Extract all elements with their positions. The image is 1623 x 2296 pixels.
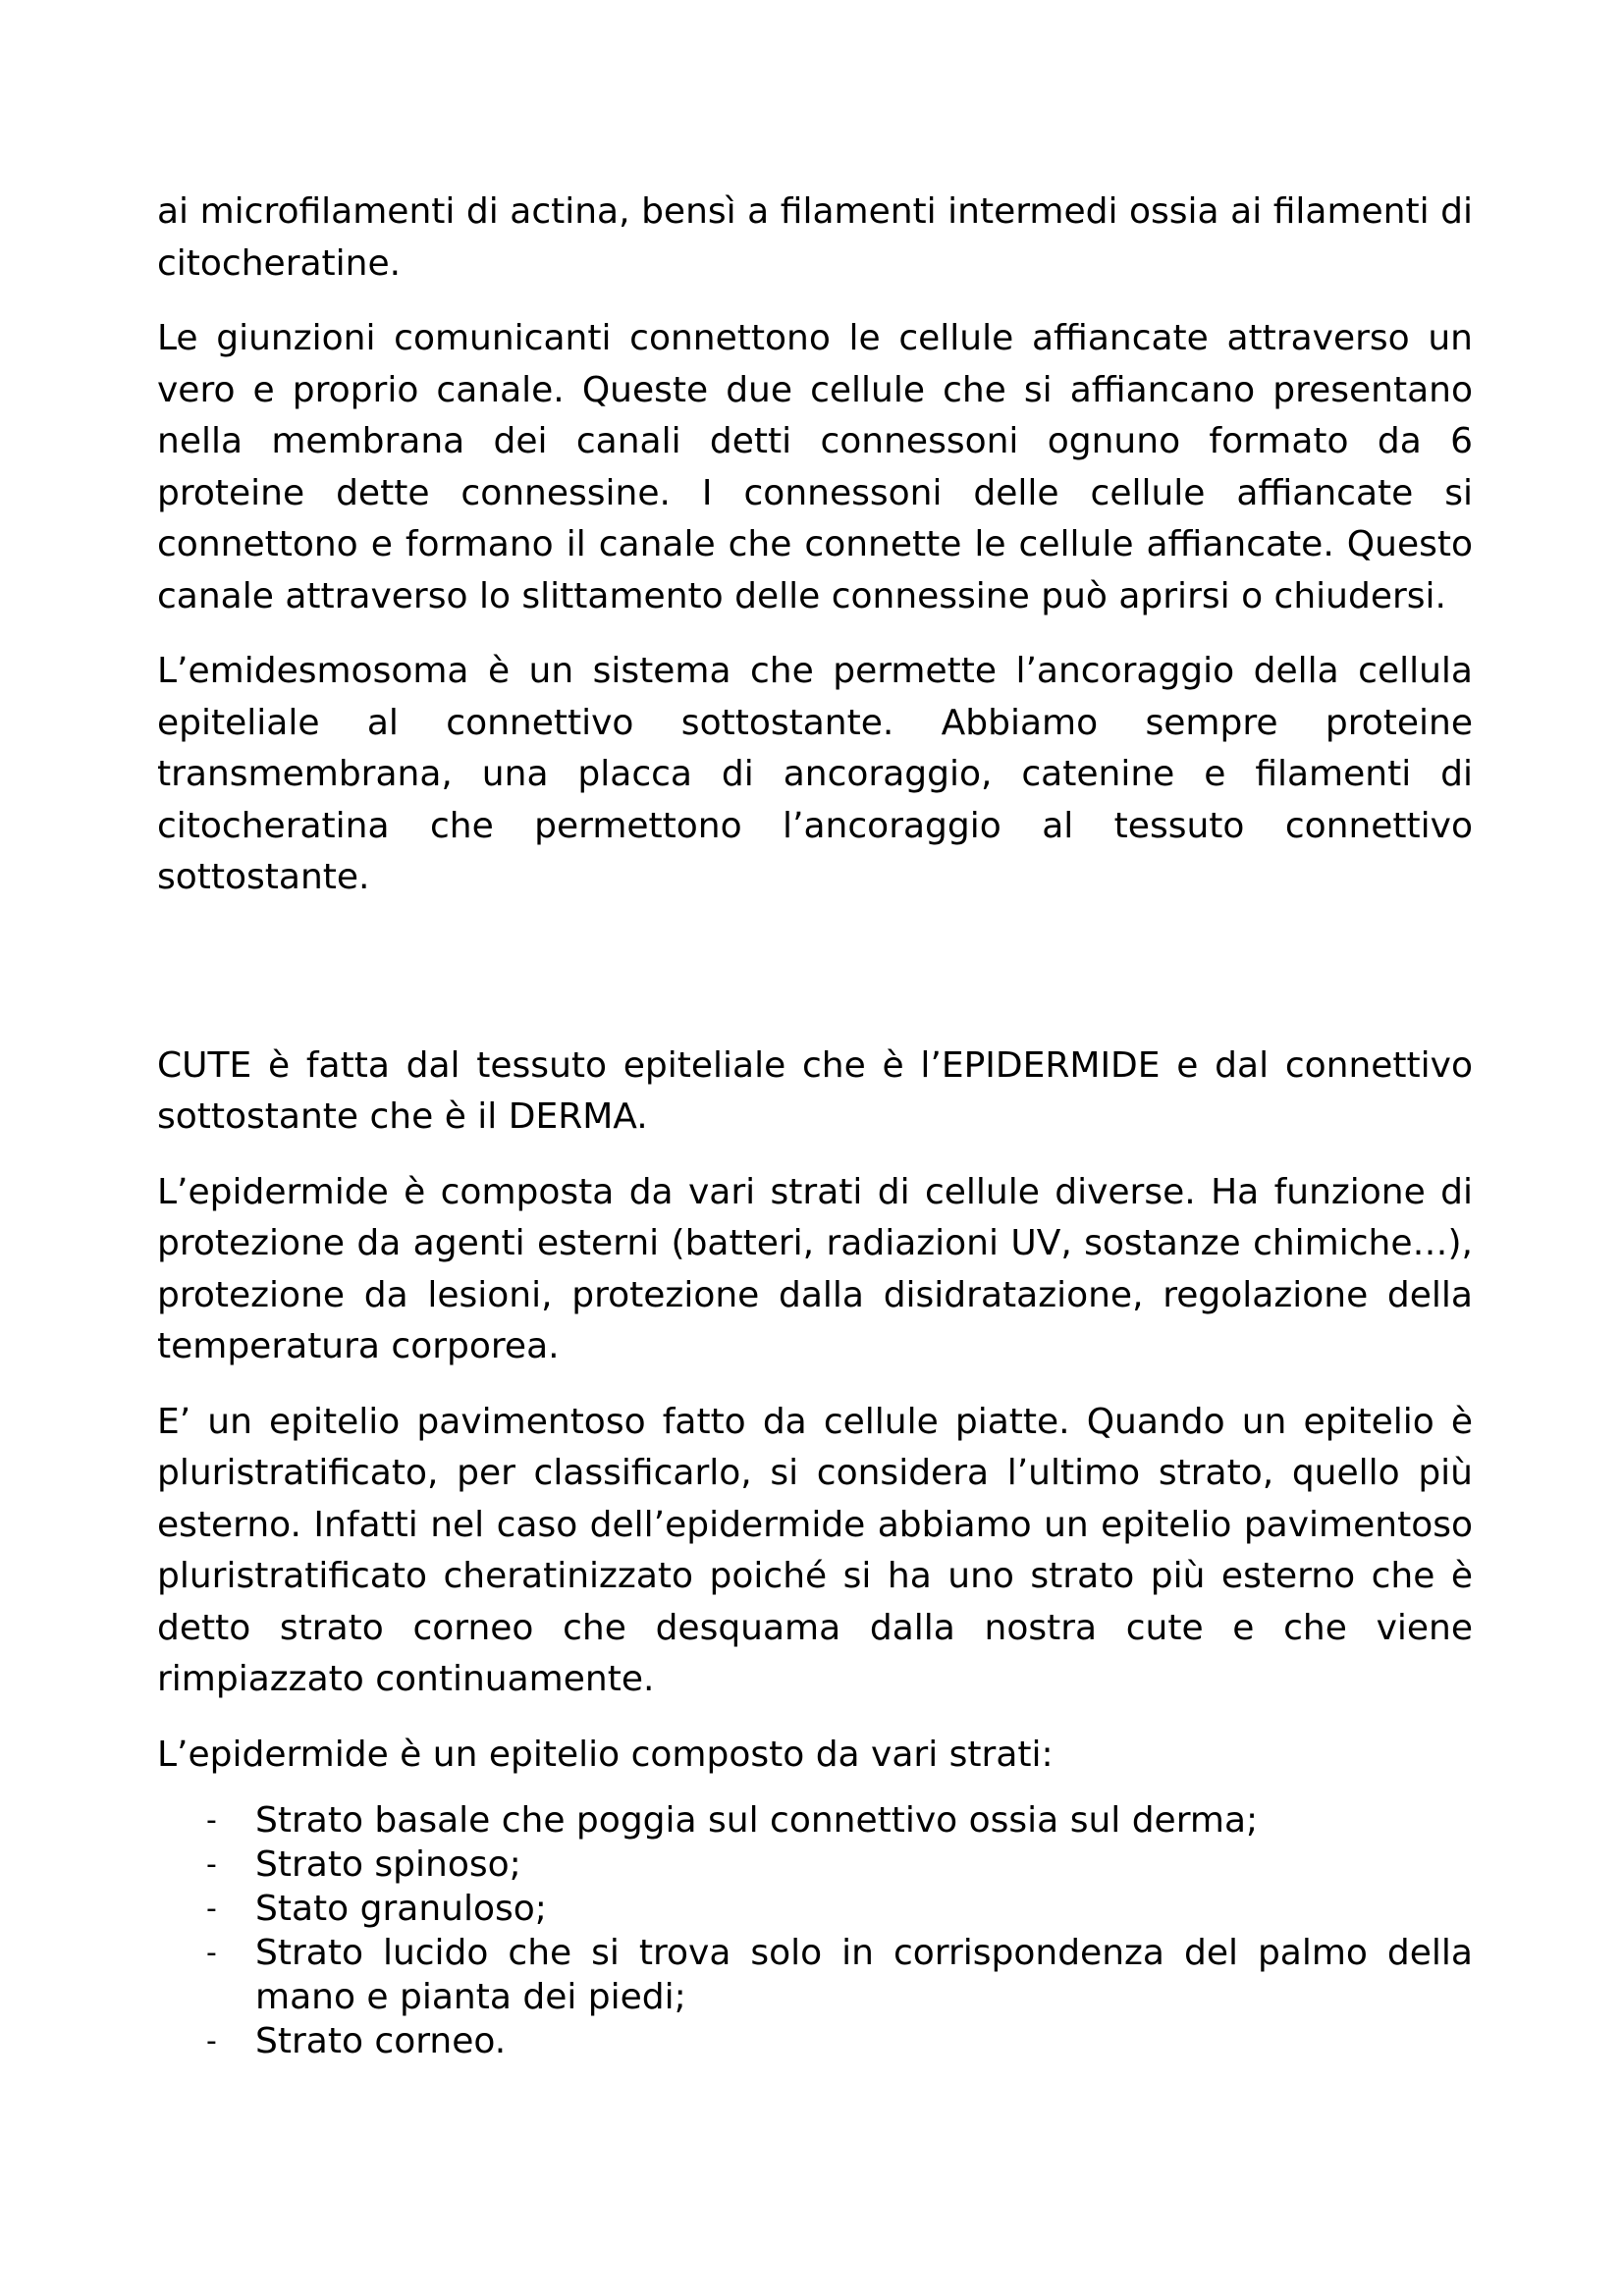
list-item-text: Strato spinoso; [255,1844,521,1885]
list-item [206,1931,1473,2019]
list-bullet: - [206,1892,217,1926]
list-item-text: Strato corneo. [255,2021,507,2061]
list-item-text: Strato basale che poggia sul connettivo ossia sul derma; [255,1800,1259,1841]
paragraph-actin: ai microfilamenti di actina, bensì a filamenti intermedi ossia ai filamenti di citocheratine. [157,191,1473,284]
epidermis-layers-list [157,1798,1473,2063]
list-bullet: - [206,2024,217,2058]
list-item [206,1842,1473,1887]
list-item [206,1887,1473,1931]
paragraph-epithelium-type: E’ un epitelio pavimentoso fatto da cellule piatte. Quando un epitelio è pluristratificato, per classificarlo, si considera l’ultimo strato, quello più esterno. Infatti nel caso dell’epidermide abbiamo un epitelio pavimentoso pluristratificato cheratinizzato poiché si ha uno strato più esterno che è detto strato corneo che desquama dalla nostra cute e che viene rimpiazzato continuamente. [157,1401,1473,1699]
list-bullet: - [206,1936,217,1970]
list-item-text: Strato lucido che si trova solo in corrispondenza del palmo della mano e pianta dei piedi; [255,1933,1473,2017]
paragraph-epidermis-function: L’epidermide è composta da vari strati di cellule diverse. Ha funzione di protezione da agenti esterni (batteri, radiazioni UV, sostanze chimiche…), protezione da lesioni, protezione dalla disidratazione, regolazione della temperatura corporea. [157,1171,1473,1366]
list-bullet: - [206,1803,217,1838]
section-spacer [157,928,1473,1041]
list-item [206,2019,1473,2063]
paragraph-layers-intro: L’epidermide è un epitelio composto da vari strati: [157,1734,1054,1775]
paragraph-gap-junctions: Le giunzioni comunicanti connettono le cellule affiancate attraverso un vero e proprio canale. Queste due cellule che si affiancano presentano nella membrana dei canali detti connessoni ognuno formato da 6 proteine dette connessine. I connessoni delle cellule affiancate si connettono e formano il canale che connette le cellule affiancate. Questo canale attraverso lo slittamento delle connessine può aprirsi o chiudersi. [157,318,1473,616]
document-page [157,187,1473,2063]
list-item [206,1798,1473,1842]
list-bullet: - [206,1847,217,1882]
list-item-text: Stato granuloso; [255,1889,547,1929]
paragraph-hemidesmosome: L’emidesmosoma è un sistema che permette l’ancoraggio della cellula epiteliale al connettivo sottostante. Abbiamo sempre proteine transmembrana, una placca di ancoraggio, catenine e filamenti di citocheratina che permettono l’ancoraggio al tessuto connettivo sottostante. [157,651,1473,897]
paragraph-skin: CUTE è fatta dal tessuto epiteliale che è l’EPIDERMIDE e dal connettivo sottostante che è il DERMA. [157,1044,1473,1137]
